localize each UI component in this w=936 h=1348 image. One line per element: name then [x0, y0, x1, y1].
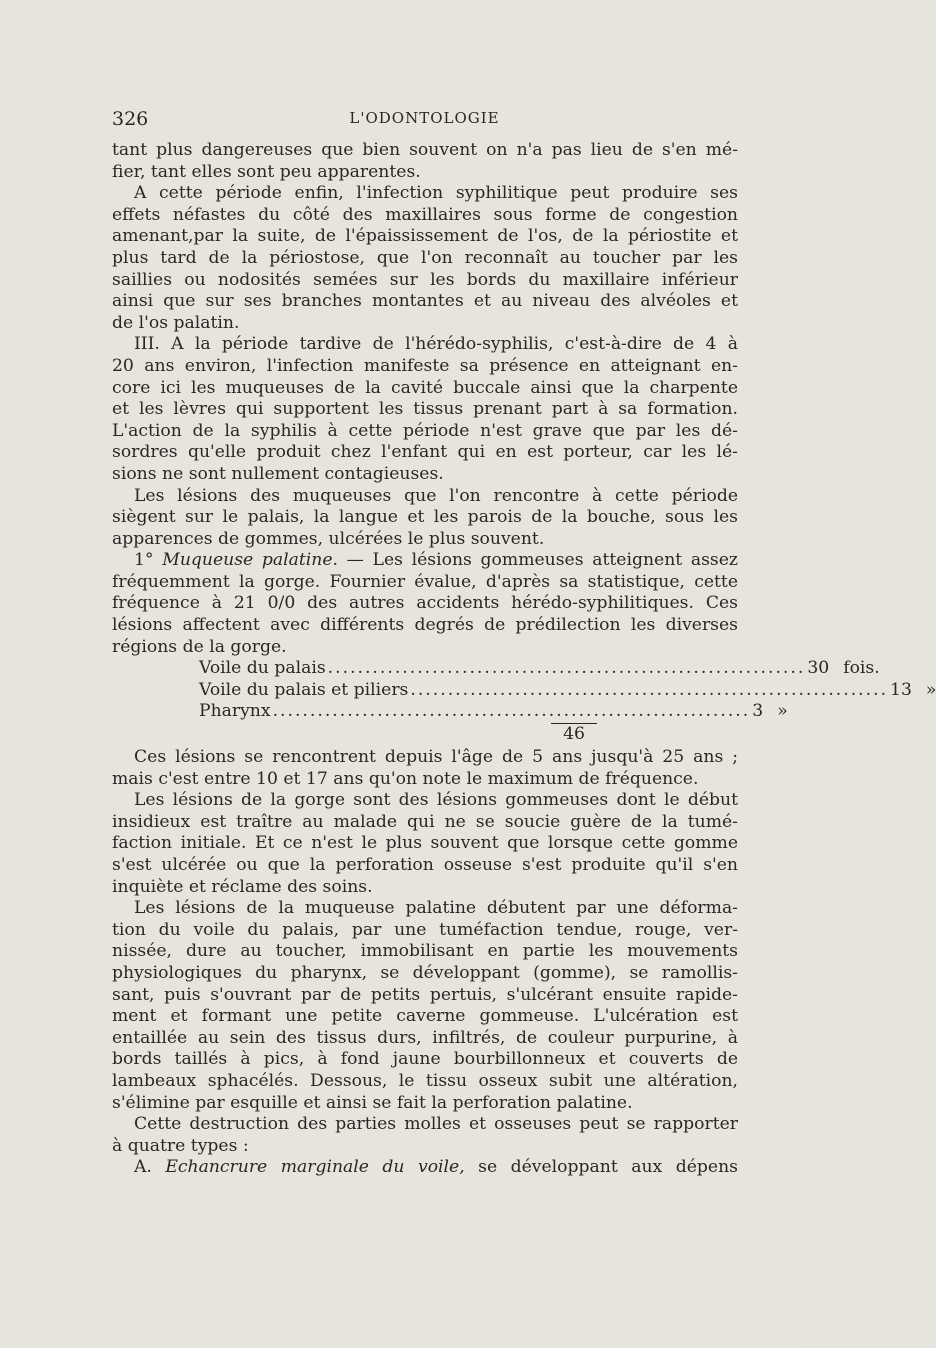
text-line: s'élimine par esquille et ainsi se fait la perforation palatine.: [112, 1092, 633, 1113]
page-number: 326: [112, 108, 149, 130]
text-line: de l'os palatin.: [112, 312, 240, 333]
text-line: amenant,par la suite, de l'épaississement de l'os, de la périostite et: [112, 226, 738, 247]
text-line: [112, 1157, 738, 1179]
stat-label: Voile du palais et piliers: [199, 679, 409, 700]
text-line: saillies ou nodosités semées sur les bords du maxillaire inférieur: [112, 269, 738, 290]
total-row: [199, 723, 629, 747]
body-text: [112, 140, 936, 1179]
paragraph-muqueuse-palatine: [112, 550, 738, 658]
text-line: tant plus dangereuses que bien souvent on n'a pas lieu de s'en mé-: [112, 140, 738, 160]
text-line: apparences de gommes, ulcérées le plus souvent.: [112, 528, 545, 549]
text-line: lambeaux sphacélés. Dessous, le tissu osseux subit une altération,: [112, 1070, 738, 1091]
text-line: effets néfastes du côté des maxillaires sous forme de congestion: [112, 204, 738, 225]
text-line: tion du voile du palais, par une tuméfaction tendue, rouge, ver-: [112, 919, 738, 940]
text-line: faction initiale. Et ce n'est le plus souvent que lorsque cette gomme: [112, 833, 738, 854]
stat-label: Voile du palais: [199, 658, 326, 679]
text-line: à quatre types :: [112, 1135, 249, 1156]
text-line: fier, tant elles sont peu apparentes.: [112, 161, 421, 182]
table-row: [199, 701, 788, 723]
text-line: insidieux est traître au malade qui ne se soucie guère de la tumé-: [112, 811, 738, 832]
stat-unit: »: [925, 679, 936, 700]
text-line: [112, 550, 738, 572]
stat-unit: »: [777, 701, 788, 722]
stat-label: Pharynx: [199, 701, 271, 722]
paragraph-age: [112, 747, 738, 790]
dot-leader: ................................................................: [410, 679, 889, 700]
text-line: A cette période enfin, l'infection syphilitique peut produire ses: [134, 183, 738, 204]
text-line: Cette destruction des parties molles et osseuses peut se rapporter: [134, 1114, 738, 1135]
paragraph-lesions-muqueuses: [112, 486, 738, 551]
text-line: régions de la gorge.: [112, 636, 287, 657]
text-line: siègent sur le palais, la langue et les parois de la bouche, sous les: [112, 507, 738, 528]
frequency-table: [199, 658, 936, 747]
running-head: L'ODONTOLOGIE: [349, 109, 500, 127]
section-number: 1°: [134, 550, 163, 571]
text-fragment: — Les lésions gommeuses atteignent assez: [337, 550, 738, 571]
text-line: L'action de la syphilis à cette période n'est grave que par les dé-: [112, 420, 738, 441]
text-line: ainsi que sur ses branches montantes et au niveau des alvéoles et: [112, 291, 738, 312]
text-line: ment et formant une petite caverne gommeuse. L'ulcération est: [112, 1006, 738, 1027]
table-row: [199, 679, 936, 702]
text-line: entaillée au sein des tissus durs, infiltrés, de couleur purpurine, à: [112, 1027, 738, 1048]
text-line: Les lésions de la gorge sont des lésions gommeuses dont le début: [134, 790, 738, 811]
paragraph-periode-tardive: [112, 334, 738, 485]
dot-leader: ................................................................: [272, 701, 751, 722]
text-line: mais c'est entre 10 et 17 ans qu'on note le maximum de fréquence.: [112, 768, 699, 789]
list-marker: A.: [134, 1157, 166, 1178]
dot-leader: ................................................................: [327, 658, 806, 679]
text-line: III. A la période tardive de l'hérédo-syphilis, c'est-à-dire de 4 à: [134, 334, 738, 355]
text-line: core ici les muqueuses de la cavité buccale ainsi que la charpente: [112, 377, 738, 398]
text-fragment: se développant aux dépens: [464, 1157, 738, 1178]
table-row: [199, 658, 880, 680]
type-heading: Echancrure marginale du voile,: [165, 1157, 465, 1178]
section-heading: Muqueuse palatine.: [162, 550, 338, 571]
text-line: fréquence à 21 0/0 des autres accidents hérédo-syphilitiques. Ces: [112, 593, 738, 614]
text-line: inquiète et réclame des soins.: [112, 876, 373, 897]
paragraph-type-a: [112, 1157, 738, 1179]
text-line: et les lèvres qui supportent les tissus prenant part à sa formation.: [112, 399, 738, 420]
text-line: lésions affectent avec différents degrés de prédilection les diverses: [112, 615, 738, 636]
text-line: 20 ans environ, l'infection manifeste sa présence en atteignant en-: [112, 355, 738, 376]
text-line: Ces lésions se rencontrent depuis l'âge de 5 ans jusqu'à 25 ans ;: [134, 747, 738, 768]
text-line: nissée, dure au toucher, immobilisant en partie les mouvements: [112, 941, 738, 962]
text-line: sordres qu'elle produit chez l'enfant qui en est porteur, car les lé-: [112, 442, 738, 463]
page-header: [112, 108, 737, 134]
paragraph-deformation: [112, 898, 738, 1114]
text-line: bords taillés à pics, à fond jaune bourbillonneux et couverts de: [112, 1049, 738, 1070]
text-line: sions ne sont nullement contagieuses.: [112, 463, 444, 484]
paragraph-gorge: [112, 790, 738, 898]
text-line: s'est ulcérée ou que la perforation osseuse s'est produite qu'il s'en: [112, 855, 738, 875]
stat-value: 30: [807, 658, 830, 679]
stat-total: 46: [551, 723, 597, 747]
stat-value: 3: [752, 701, 764, 722]
text-line: Les lésions de la muqueuse palatine débutent par une déforma-: [134, 898, 738, 919]
text-line: fréquemment la gorge. Fournier évalue, d'après sa statistique, cette: [112, 571, 738, 592]
text-line: physiologiques du pharynx, se développant (gomme), se ramollis-: [112, 962, 738, 983]
stat-value: 13: [890, 679, 912, 700]
text-line: Les lésions des muqueuses que l'on rencontre à cette période: [134, 485, 738, 506]
text-line: sant, puis s'ouvrant par de petits pertuis, s'ulcérant ensuite rapide-: [112, 984, 738, 1005]
paragraph-congestion: [112, 183, 738, 334]
paragraph-continuation: [112, 140, 738, 183]
text-line: plus tard de la périostose, que l'on reconnaît au toucher par les: [112, 247, 738, 268]
paragraph-destruction: [112, 1114, 738, 1157]
stat-unit: fois.: [843, 658, 880, 679]
